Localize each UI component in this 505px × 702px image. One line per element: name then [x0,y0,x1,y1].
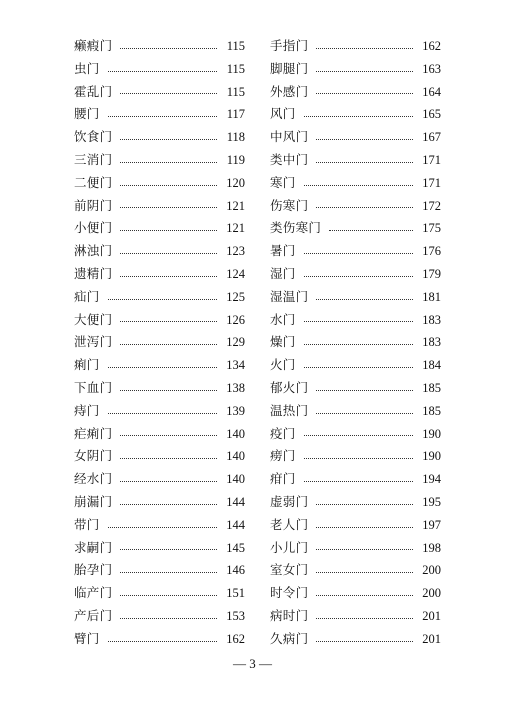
toc-entry-title: 痢门 [74,357,100,373]
toc-entry [74,582,245,605]
dot-leader [120,618,217,619]
toc-entry-title: 虫门 [74,60,100,76]
toc-entry-title: 求嗣门 [74,539,113,555]
toc-entry-title: 久病门 [270,630,309,646]
toc-entry-title: 经水门 [74,471,113,487]
dot-leader [304,116,413,117]
toc-entry [74,331,245,354]
toc-entry [74,377,245,400]
toc-entry-title: 霍乱门 [74,83,113,99]
toc-entry-page-number: 124 [226,266,245,281]
toc-entry-page-number: 162 [422,39,441,53]
toc-entry-page-number: 200 [422,563,441,578]
toc-entry-page-number: 140 [226,449,245,464]
toc-entry [74,195,245,218]
dot-leader [120,162,217,163]
toc-entry-title: 下血门 [74,379,113,395]
toc-entry-page-number: 140 [226,472,245,487]
toc-entry-title: 温热门 [270,402,309,418]
dot-leader [120,230,217,231]
toc-entry-page-number: 184 [422,358,441,373]
toc-entry-page-number: 185 [422,380,441,395]
dot-leader [108,413,217,414]
toc-entry-page-number: 139 [226,403,245,418]
dot-leader [108,367,217,368]
toc-entry [74,628,245,651]
dot-leader [316,572,413,573]
dot-leader [120,48,217,49]
dot-leader [120,276,217,277]
dot-leader [316,139,413,140]
toc-entry-page-number: 125 [226,289,245,304]
toc-entry-title: 疫门 [270,425,296,441]
toc-entry-title: 湿门 [270,265,296,281]
dot-leader [120,253,217,254]
toc-entry-page-number: 121 [226,198,245,213]
toc-entry-page-number: 194 [422,472,441,487]
toc-entry-page-number: 185 [422,403,441,418]
toc-entry-title: 癞瘕门 [74,38,113,53]
dot-leader [120,139,217,140]
toc-entry-title: 中风门 [270,129,309,145]
toc-entry-title: 水门 [270,311,296,327]
toc-entry-page-number: 162 [226,631,245,646]
toc-entry-page-number: 201 [422,608,441,623]
toc-entry [74,58,245,81]
toc-entry [74,217,245,240]
toc-entry-page-number: 144 [226,494,245,509]
toc-entry [270,35,441,58]
toc-entry-title: 类中门 [270,151,309,167]
toc-entry-title: 临产门 [74,585,113,601]
dot-leader [316,207,413,208]
dot-leader [316,641,413,642]
toc-entry [74,423,245,446]
toc-entry-page-number: 120 [226,175,245,190]
toc-entry-title: 带门 [74,516,100,532]
toc-entry [270,81,441,104]
toc-entry-page-number: 121 [226,221,245,236]
toc-entry-title: 类伤寒门 [270,220,322,236]
dot-leader [316,527,413,528]
dot-leader [120,390,217,391]
dot-leader [304,321,413,322]
dot-leader [316,595,413,596]
toc-entry-page-number: 126 [226,312,245,327]
toc-entry-title: 胎孕门 [74,562,113,578]
dot-leader [316,299,413,300]
toc-entry [74,309,245,332]
toc-entry [270,468,441,491]
toc-entry-title: 疝门 [74,288,100,304]
toc-entry [270,331,441,354]
toc-entry-page-number: 171 [422,175,441,190]
dot-leader [120,572,217,573]
dot-leader [316,71,413,72]
toc-entry [74,400,245,423]
toc-entry-page-number: 201 [422,631,441,646]
toc-entry-title: 火门 [270,357,296,373]
toc-entry [74,445,245,468]
toc-entry-page-number: 115 [226,61,245,76]
dot-leader [120,185,217,186]
dot-leader [316,162,413,163]
dot-leader [120,321,217,322]
dot-leader [120,93,217,94]
toc-entry-title: 湿温门 [270,288,309,304]
dot-leader [316,413,413,414]
toc-entry [74,35,245,58]
dot-leader [316,390,413,391]
toc-entry [270,628,441,651]
toc-entry-title: 外感门 [270,83,309,99]
toc-entry [270,559,441,582]
toc-entry [270,445,441,468]
toc-entry-title: 老人门 [270,516,309,532]
toc-entry-page-number: 164 [422,84,441,99]
toc-entry [270,423,441,446]
toc-entry-title: 伤寒门 [270,197,309,213]
toc-entry-title: 小儿门 [270,539,309,555]
toc-entry [270,354,441,377]
toc-entry-title: 疳门 [270,471,296,487]
dot-leader [329,230,413,231]
toc-entry-title: 风门 [270,106,296,122]
toc-entry-title: 腰门 [74,106,100,122]
toc-entry-page-number: 183 [422,312,441,327]
dot-leader [304,435,413,436]
dot-leader [120,549,217,550]
toc-entry-title: 遗精门 [74,265,113,281]
toc-entry [270,582,441,605]
page-number: — 3 — [233,656,272,671]
toc-entry [74,172,245,195]
toc-entry [270,514,441,537]
dot-leader [120,344,217,345]
toc-entry [270,172,441,195]
dot-leader [108,527,217,528]
toc-entry-title: 手指门 [270,38,309,53]
toc-entry-title: 痨门 [270,448,296,464]
toc-entry-page-number: 183 [422,335,441,350]
toc-entry-page-number: 115 [226,39,245,53]
toc-entry [74,514,245,537]
toc-entry-title: 三消门 [74,151,113,167]
dot-leader [316,618,413,619]
toc-entry-page-number: 175 [422,221,441,236]
toc-entry [74,491,245,514]
toc-entry-title: 二便门 [74,174,113,190]
toc-entry-page-number: 144 [226,517,245,532]
dot-leader [304,344,413,345]
toc-entry-page-number: 118 [226,130,245,145]
toc-entry-page-number: 190 [422,449,441,464]
toc-entry-title: 燥门 [270,334,296,350]
dot-leader [108,641,217,642]
toc-entry-page-number: 181 [422,289,441,304]
toc-entry-title: 女阴门 [74,448,113,464]
toc-entry [270,605,441,628]
toc-entry-title: 郁火门 [270,379,309,395]
toc-entry-page-number: 123 [226,244,245,259]
toc-entry-page-number: 198 [422,540,441,555]
dot-leader [120,481,217,482]
toc-entry [270,240,441,263]
dot-leader [108,71,217,72]
toc-entry-title: 臂门 [74,630,100,646]
toc-entry [74,149,245,172]
dot-leader [120,458,217,459]
toc-entry-page-number: 146 [226,563,245,578]
toc-entry [74,240,245,263]
toc-entry-title: 小便门 [74,220,113,236]
toc-entry-title: 痔门 [74,402,100,418]
toc-entry-page-number: 145 [226,540,245,555]
toc-entry [270,491,441,514]
toc-entry-page-number: 171 [422,152,441,167]
toc-entry-page-number: 195 [422,494,441,509]
toc-entry [270,286,441,309]
toc-entry-page-number: 117 [226,107,245,122]
toc-entry-page-number: 200 [422,586,441,601]
toc-entry [270,149,441,172]
toc-entry [270,537,441,560]
toc-entry-title: 寒门 [270,174,296,190]
toc-entry-title: 淋浊门 [74,243,113,259]
dot-leader [304,253,413,254]
toc-entry-page-number: 129 [226,335,245,350]
toc-entry-title: 大便门 [74,311,113,327]
dot-leader [304,458,413,459]
toc-entry [270,103,441,126]
dot-leader [304,367,413,368]
toc-entry-page-number: 197 [422,517,441,532]
toc-entry-page-number: 138 [226,380,245,395]
toc-entry [74,126,245,149]
toc-entry-title: 脚腿门 [270,60,309,76]
toc-entry-page-number: 140 [226,426,245,441]
toc-entry [74,286,245,309]
toc-entry-page-number: 119 [226,152,245,167]
toc-entry [74,103,245,126]
dot-leader [316,93,413,94]
toc-entry [74,605,245,628]
toc-entry [270,400,441,423]
toc-entry-page-number: 190 [422,426,441,441]
dot-leader [108,299,217,300]
toc-entry-page-number: 179 [422,266,441,281]
toc-entry-title: 暑门 [270,243,296,259]
dot-leader [316,504,413,505]
toc-entry [270,58,441,81]
toc-entry [74,559,245,582]
toc-entry [270,377,441,400]
toc-entry-page-number: 151 [226,586,245,601]
toc-column-left [74,35,245,651]
toc-entry-title: 病时门 [270,607,309,623]
dot-leader [316,48,413,49]
dot-leader [304,185,413,186]
toc-entry [270,309,441,332]
toc-entry-title: 时令门 [270,585,309,601]
toc-entry [74,354,245,377]
toc-entry [74,263,245,286]
toc-entry-page-number: 115 [226,84,245,99]
toc-entry-page-number: 153 [226,608,245,623]
toc-entry-page-number: 165 [422,107,441,122]
toc-entry [270,195,441,218]
toc-entry-title: 前阴门 [74,197,113,213]
toc-entry [74,537,245,560]
toc-entry-page-number: 172 [422,198,441,213]
dot-leader [120,595,217,596]
dot-leader [108,116,217,117]
toc-entry-title: 泄泻门 [74,334,113,350]
dot-leader [316,549,413,550]
dot-leader [120,435,217,436]
toc-entry-title: 虚弱门 [270,493,309,509]
dot-leader [304,481,413,482]
toc-entry [270,217,441,240]
toc-entry-title: 产后门 [74,607,113,623]
toc-entry-page-number: 167 [422,130,441,145]
toc-entry [270,263,441,286]
toc-entry-title: 崩漏门 [74,493,113,509]
toc-entry-page-number: 163 [422,61,441,76]
toc-entry-page-number: 134 [226,358,245,373]
dot-leader [304,276,413,277]
toc-entry [74,81,245,104]
toc-entry-title: 疟痢门 [74,425,113,441]
toc-entry-title: 室女门 [270,562,309,578]
toc-entry-page-number: 176 [422,244,441,259]
toc-entry [270,126,441,149]
dot-leader [120,207,217,208]
toc-entry-title: 饮食门 [74,129,113,145]
toc-entry [74,468,245,491]
toc-column-right [270,35,441,651]
dot-leader [120,504,217,505]
